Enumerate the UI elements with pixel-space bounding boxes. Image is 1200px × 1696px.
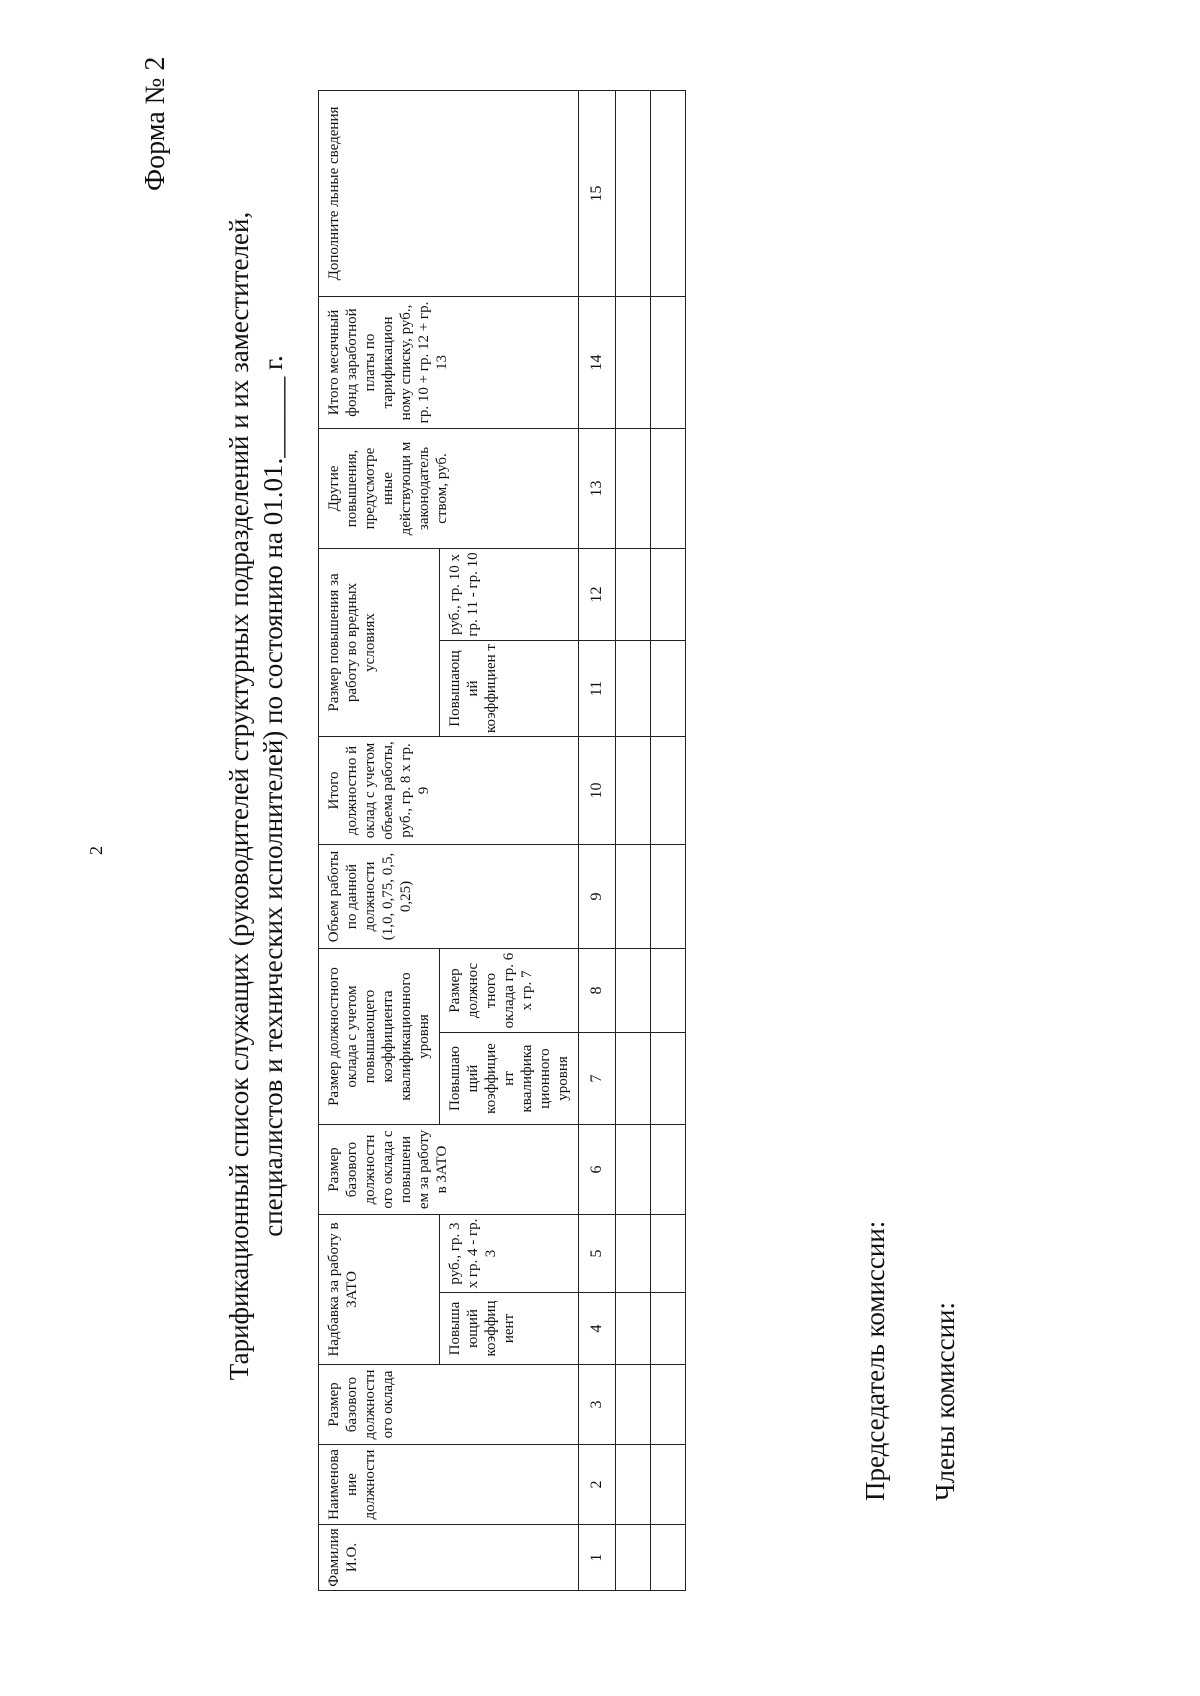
column-number: 10 xyxy=(579,737,616,845)
column-number: 11 xyxy=(579,641,616,737)
header-position: Наименова ние должности xyxy=(319,1445,579,1525)
column-number: 5 xyxy=(579,1215,616,1293)
form-label: Форма № 2 xyxy=(140,56,171,191)
column-number: 13 xyxy=(579,428,616,548)
header-zato-rub: руб., гр. 3 х гр. 4 - гр. 3 xyxy=(440,1215,579,1293)
header-qualification-salary: Размер должностного оклада с учетом повышающего коэффициента квалификационного уровня xyxy=(319,949,440,1125)
column-number-row xyxy=(579,90,616,1590)
tariff-table xyxy=(318,90,686,1591)
column-number: 12 xyxy=(579,548,616,640)
column-number: 6 xyxy=(579,1125,616,1215)
title-line-1: Тарификационный список служащих (руководителей структурных подразделений и их заместителей, xyxy=(224,211,254,1381)
header-row-1 xyxy=(319,90,440,1590)
table-row xyxy=(651,90,686,1590)
header-qualification-coefficient: Повышаю щий коэффицие нт квалифика ционного уровня xyxy=(440,1033,579,1125)
header-hazard-coefficient: Повышающ ий коэффициен т xyxy=(440,641,579,737)
column-number: 14 xyxy=(579,296,616,428)
header-full-name: Фамилия И.О. xyxy=(319,1525,579,1591)
column-number: 1 xyxy=(579,1525,616,1591)
title-line-2: специалистов и технических исполнителей) по состоянию на 01.01.______ г. xyxy=(258,355,288,1237)
column-number: 2 xyxy=(579,1445,616,1525)
page-number: 2 xyxy=(86,846,106,855)
header-base-salary-zato: Размер базового должностн ого оклада с повышени ем за работу в ЗАТО xyxy=(319,1125,579,1215)
column-number: 7 xyxy=(579,1033,616,1125)
header-work-volume: Объем работы по данной должности (1,0, 0,75, 0,5, 0,25) xyxy=(319,845,579,949)
header-zato-coefficient: Повыша ющий коэффиц иент xyxy=(440,1293,579,1365)
column-number: 15 xyxy=(579,90,616,296)
header-qualification-salary-size: Размер должнос тного оклада гр. 6 х гр. 7 xyxy=(440,949,579,1033)
header-zato-bonus: Надбавка за работу в ЗАТО xyxy=(319,1215,440,1365)
header-additional-info: Дополните льные сведения xyxy=(319,90,579,296)
chairman-signature-label: Председатель комиссии: xyxy=(860,1220,890,1501)
column-number: 4 xyxy=(579,1293,616,1365)
header-total-salary: Итого должностно й оклад с учетом объема работы, руб., гр. 8 х гр. 9 xyxy=(319,737,579,845)
header-other-bonuses: Другие повышения, предусмотре нные действующи м законодатель ством, руб. xyxy=(319,428,579,548)
header-hazard-rub: руб., гр. 10 х гр. 11 - гр. 10 xyxy=(440,548,579,640)
header-hazard-bonus: Размер повышения за работу во вредных условиях xyxy=(319,548,440,736)
members-signature-label: Члены комиссии: xyxy=(930,1302,960,1501)
document-title xyxy=(222,56,290,1536)
column-number: 8 xyxy=(579,949,616,1033)
column-number: 9 xyxy=(579,845,616,949)
table-row xyxy=(616,90,651,1590)
column-number: 3 xyxy=(579,1365,616,1445)
header-base-salary: Размер базового должностн ого оклада xyxy=(319,1365,579,1445)
header-monthly-fund: Итого месячный фонд заработной платы по тарификацион ному списку, руб., гр. 10 + гр. 12 + гр. 13 xyxy=(319,296,579,428)
